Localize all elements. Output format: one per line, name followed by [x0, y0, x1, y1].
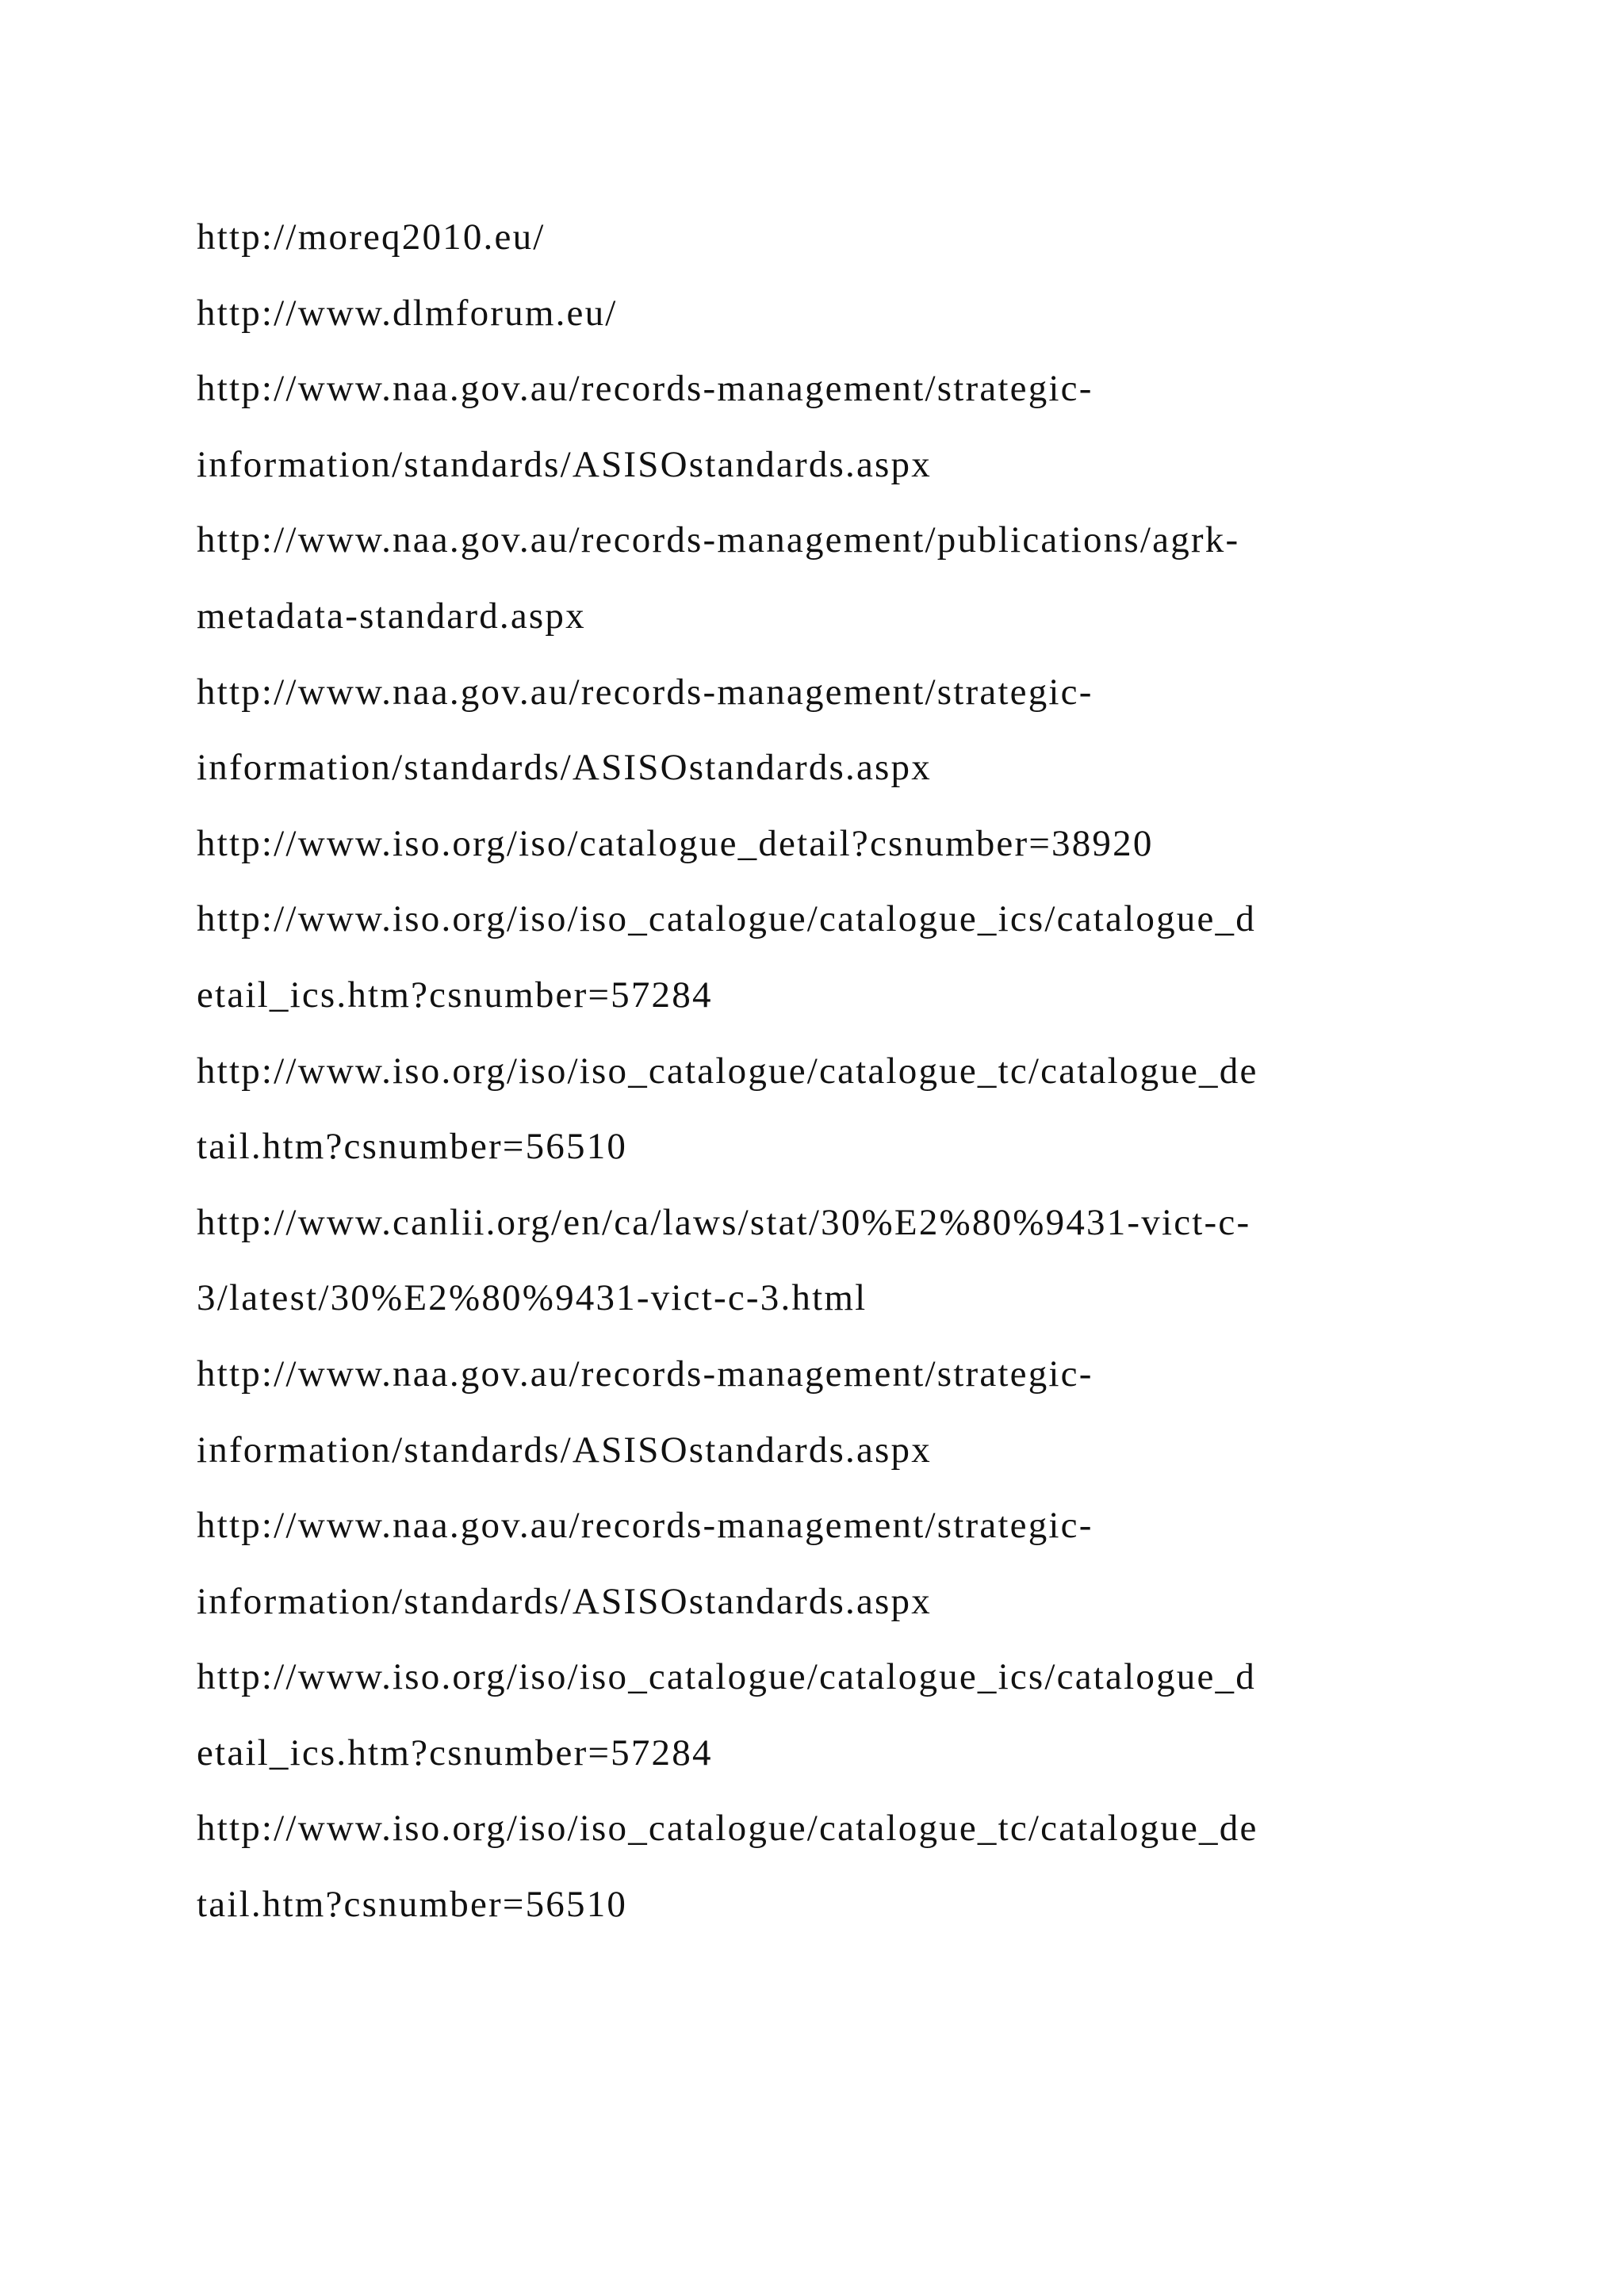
url-line: http://www.iso.org/iso/catalogue_detail?csnumber=38920	[197, 822, 1154, 864]
url-line: http://www.naa.gov.au/records-management/strategic-	[197, 368, 1094, 410]
url-line: http://moreq2010.eu/	[197, 216, 546, 258]
url-line: http://www.naa.gov.au/records-management/strategic-	[197, 1505, 1094, 1547]
url-list	[197, 200, 1465, 1943]
url-line: http://www.dlmforum.eu/	[197, 292, 618, 334]
url-line: http://www.naa.gov.au/records-management/publications/agrk-	[197, 519, 1240, 561]
document-page	[197, 200, 1465, 1943]
url-line: etail_ics.htm?csnumber=57284	[197, 974, 713, 1016]
url-line: metadata-standard.aspx	[197, 595, 586, 637]
url-line: information/standards/ASISOstandards.aspx	[197, 1429, 932, 1471]
url-line: information/standards/ASISOstandards.aspx	[197, 747, 932, 789]
url-line: etail_ics.htm?csnumber=57284	[197, 1732, 713, 1774]
url-line: information/standards/ASISOstandards.aspx	[197, 443, 932, 485]
url-line: tail.htm?csnumber=56510	[197, 1126, 628, 1168]
url-line: http://www.iso.org/iso/iso_catalogue/catalogue_ics/catalogue_d	[197, 1656, 1256, 1698]
url-line: http://www.naa.gov.au/records-management/strategic-	[197, 671, 1094, 713]
url-line: http://www.iso.org/iso/iso_catalogue/catalogue_tc/catalogue_de	[197, 1808, 1258, 1850]
url-line: 3/latest/30%E2%80%9431-vict-c-3.html	[197, 1277, 868, 1319]
url-line: http://www.canlii.org/en/ca/laws/stat/30%E2%80%9431-vict-c-	[197, 1201, 1251, 1243]
url-line: information/standards/ASISOstandards.aspx	[197, 1580, 932, 1622]
url-line: http://www.iso.org/iso/iso_catalogue/catalogue_ics/catalogue_d	[197, 898, 1256, 940]
url-line: tail.htm?csnumber=56510	[197, 1884, 628, 1926]
url-line: http://www.naa.gov.au/records-management/strategic-	[197, 1353, 1094, 1395]
url-line: http://www.iso.org/iso/iso_catalogue/catalogue_tc/catalogue_de	[197, 1050, 1258, 1092]
